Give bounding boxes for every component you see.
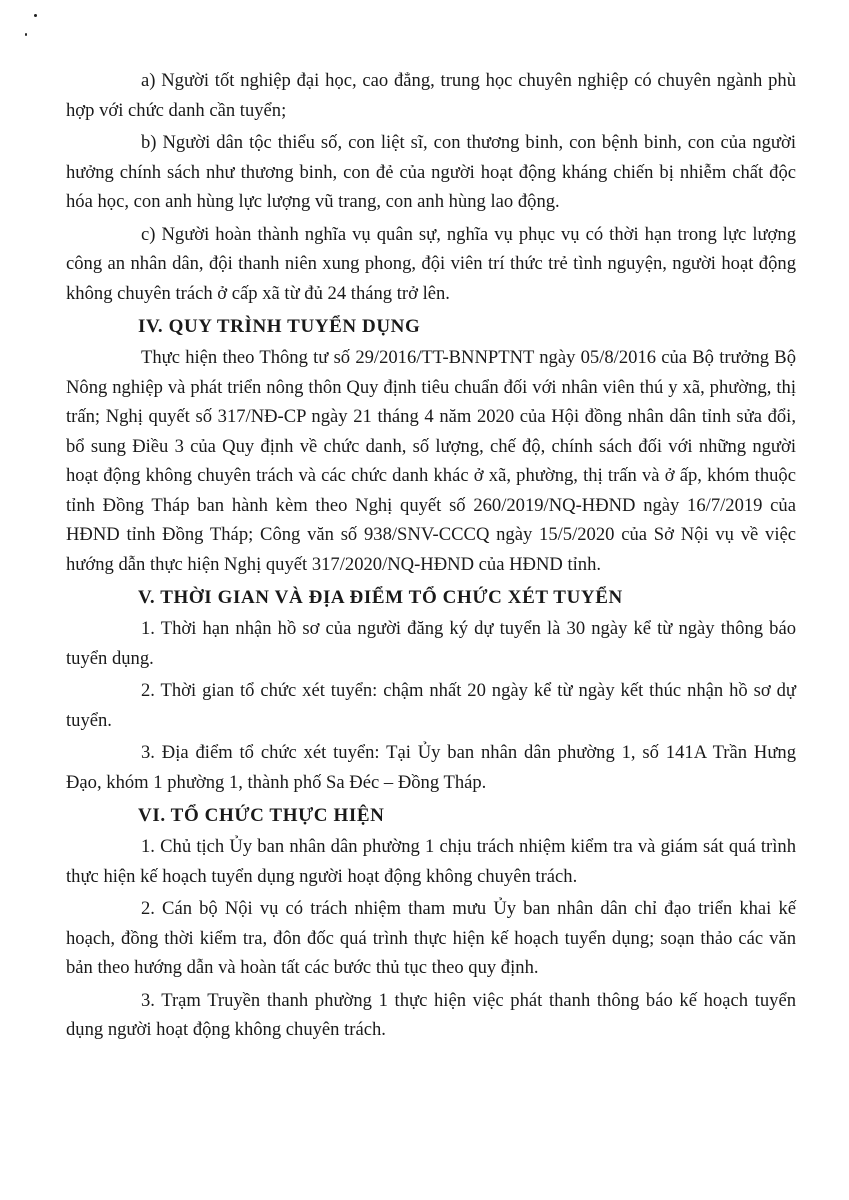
section3-item-c: c) Người hoàn thành nghĩa vụ quân sự, nghĩa vụ phục vụ có thời hạn trong lực lượng công an nhân dân, đội thanh niên xung phong, đội viên trí thức trẻ tình nguyện, người hoạt động không chuyên trách ở cấp xã từ đủ 24 tháng trở lên. — [66, 223, 796, 304]
section4-body: Thực hiện theo Thông tư số 29/2016/TT-BNNPTNT ngày 05/8/2016 của Bộ trưởng Bộ Nông nghiệp và phát triển nông thôn Quy định tiêu chuẩn đối với nhân viên thú y xã, phường, thị trấn; Nghị quyết số 317/NĐ-CP ngày 21 tháng 4 năm 2020 của Hội đồng nhân dân tỉnh sửa đổi, bổ sung Điều 3 của Quy định về chức danh, số lượng, chế độ, chính sách đối với những người hoạt động không chuyên trách và các chức danh khác ở xã, phường, thị trấn và ở ấp, khóm thuộc tỉnh Đồng Tháp ban hành kèm theo Nghị quyết số 260/2019/NQ-HĐND ngày 16/7/2019 của HĐND tỉnh Đồng Tháp; Công văn số 938/SNV-CCCQ ngày 15/5/2020 của Sở Nội vụ về việc hướng dẫn thực hiện Nghị quyết 317/2020/NQ-HĐND của HĐND tỉnh. — [66, 347, 796, 575]
section3-item-b: b) Người dân tộc thiểu số, con liệt sĩ, con thương binh, con bệnh binh, con của người hưởng chính sách như thương binh, con đẻ của người hoạt động kháng chiến bị nhiễm chất độc hóa học, con anh hùng lực lượng vũ trang, con anh hùng lao động. — [66, 132, 796, 212]
section6-item-2: 2. Cán bộ Nội vụ có trách nhiệm tham mưu Ủy ban nhân dân chỉ đạo triển khai kế hoạch, đồng thời kiểm tra, đôn đốc quá trình thực hiện kế hoạch tuyển dụng; soạn thảo các văn bản theo hướng dẫn và hoàn tất các bước thủ tục theo quy định. — [66, 898, 796, 978]
scan-speck — [34, 14, 37, 17]
section5-item-2: 2. Thời gian tổ chức xét tuyển: chậm nhất 20 ngày kể từ ngày kết thúc nhận hồ sơ dự tuyển. — [66, 680, 796, 731]
section5-item-3: 3. Địa điểm tổ chức xét tuyển: Tại Ủy ban nhân dân phường 1, số 141A Trần Hưng Đạo, khóm 1 phường 1, thành phố Sa Đéc – Đồng Tháp. — [66, 742, 796, 793]
section6-item-1: 1. Chủ tịch Ủy ban nhân dân phường 1 chịu trách nhiệm kiểm tra và giám sát quá trình thực hiện kế hoạch tuyển dụng người hoạt động không chuyên trách. — [66, 836, 796, 887]
document-body — [66, 66, 796, 1048]
section4-heading: IV. QUY TRÌNH TUYỂN DỤNG — [138, 316, 421, 337]
section3-item-a: a) Người tốt nghiệp đại học, cao đẳng, trung học chuyên nghiệp có chuyên ngành phù hợp với chức danh cần tuyển; — [66, 70, 796, 121]
section5-item-1: 1. Thời hạn nhận hồ sơ của người đăng ký dự tuyển là 30 ngày kể từ ngày thông báo tuyển dụng. — [66, 618, 796, 669]
section6-heading: VI. TỔ CHỨC THỰC HIỆN — [138, 805, 385, 826]
section5-heading: V. THỜI GIAN VÀ ĐỊA ĐIỂM TỔ CHỨC XÉT TUYỂN — [138, 587, 623, 608]
scan-speck — [25, 33, 27, 36]
section6-item-3: 3. Trạm Truyền thanh phường 1 thực hiện việc phát thanh thông báo kế hoạch tuyển dụng người hoạt động không chuyên trách. — [66, 989, 796, 1040]
